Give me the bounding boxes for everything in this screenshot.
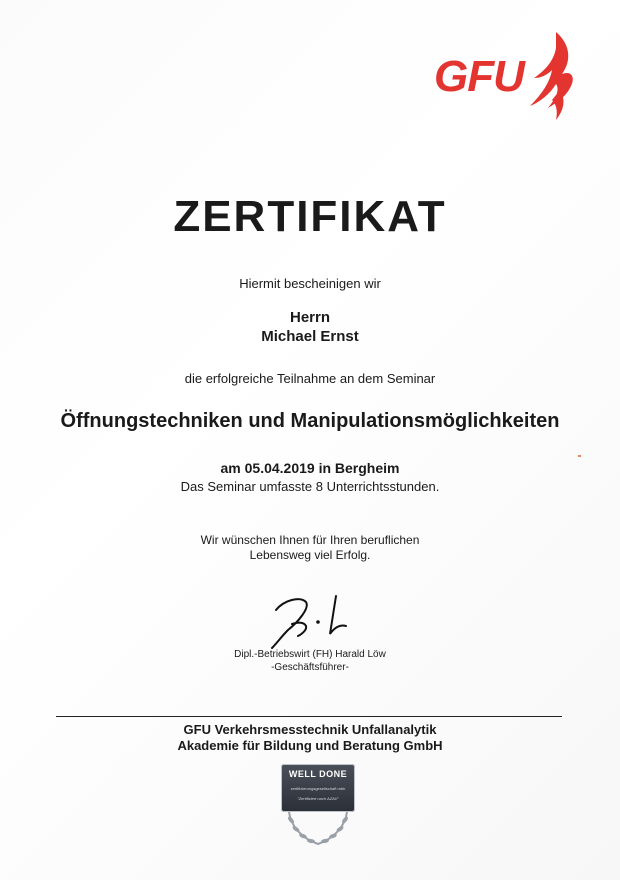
seal-badge [281, 764, 355, 812]
participation-text: die erfolgreiche Teilnahme an dem Seminar [184, 371, 436, 386]
signer-name: Dipl.-Betriebswirt (FH) Harald Löw [234, 649, 386, 660]
seminar-duration: Das Seminar umfasste 8 Unterrichtsstunden. [180, 479, 440, 494]
logo-text: GFU [434, 52, 524, 101]
gfu-logo [430, 30, 580, 122]
intro-text: Hiermit bescheinigen wir [239, 276, 381, 291]
recipient-salutation: Herrn [289, 309, 330, 326]
signer-role: -Geschäftsführer- [271, 662, 349, 673]
seal-accreditation-text: "Zertifiziert nach AZAV" [297, 796, 339, 801]
footer-divider [56, 716, 562, 717]
recipient-name: Michael Ernst [261, 328, 359, 345]
seminar-date-place: am 05.04.2019 in Bergheim [220, 460, 400, 476]
seal-main-text: WELL DONE [288, 769, 348, 779]
wish-line-1: Wir wünschen Ihnen für Ihren beruflichen [200, 533, 420, 547]
well-done-seal [277, 760, 359, 848]
wish-line-2: Lebensweg viel Erfolg. [249, 548, 371, 562]
organization-line-2: Akademie für Bildung und Beratung GmbH [177, 738, 443, 753]
certificate-title: ZERTIFIKAT [173, 192, 447, 241]
seminar-title: Öffnungstechniken und Manipulationsmöglichkeiten [60, 410, 560, 432]
seal-sub-text: zertifizierungsgesellschaft mbh [290, 786, 346, 791]
logo-swoosh-icon [526, 30, 578, 122]
signature-icon [262, 588, 362, 650]
scan-mark [578, 455, 581, 457]
organization-line-1: GFU Verkehrsmesstechnik Unfallanalytik [183, 722, 437, 737]
